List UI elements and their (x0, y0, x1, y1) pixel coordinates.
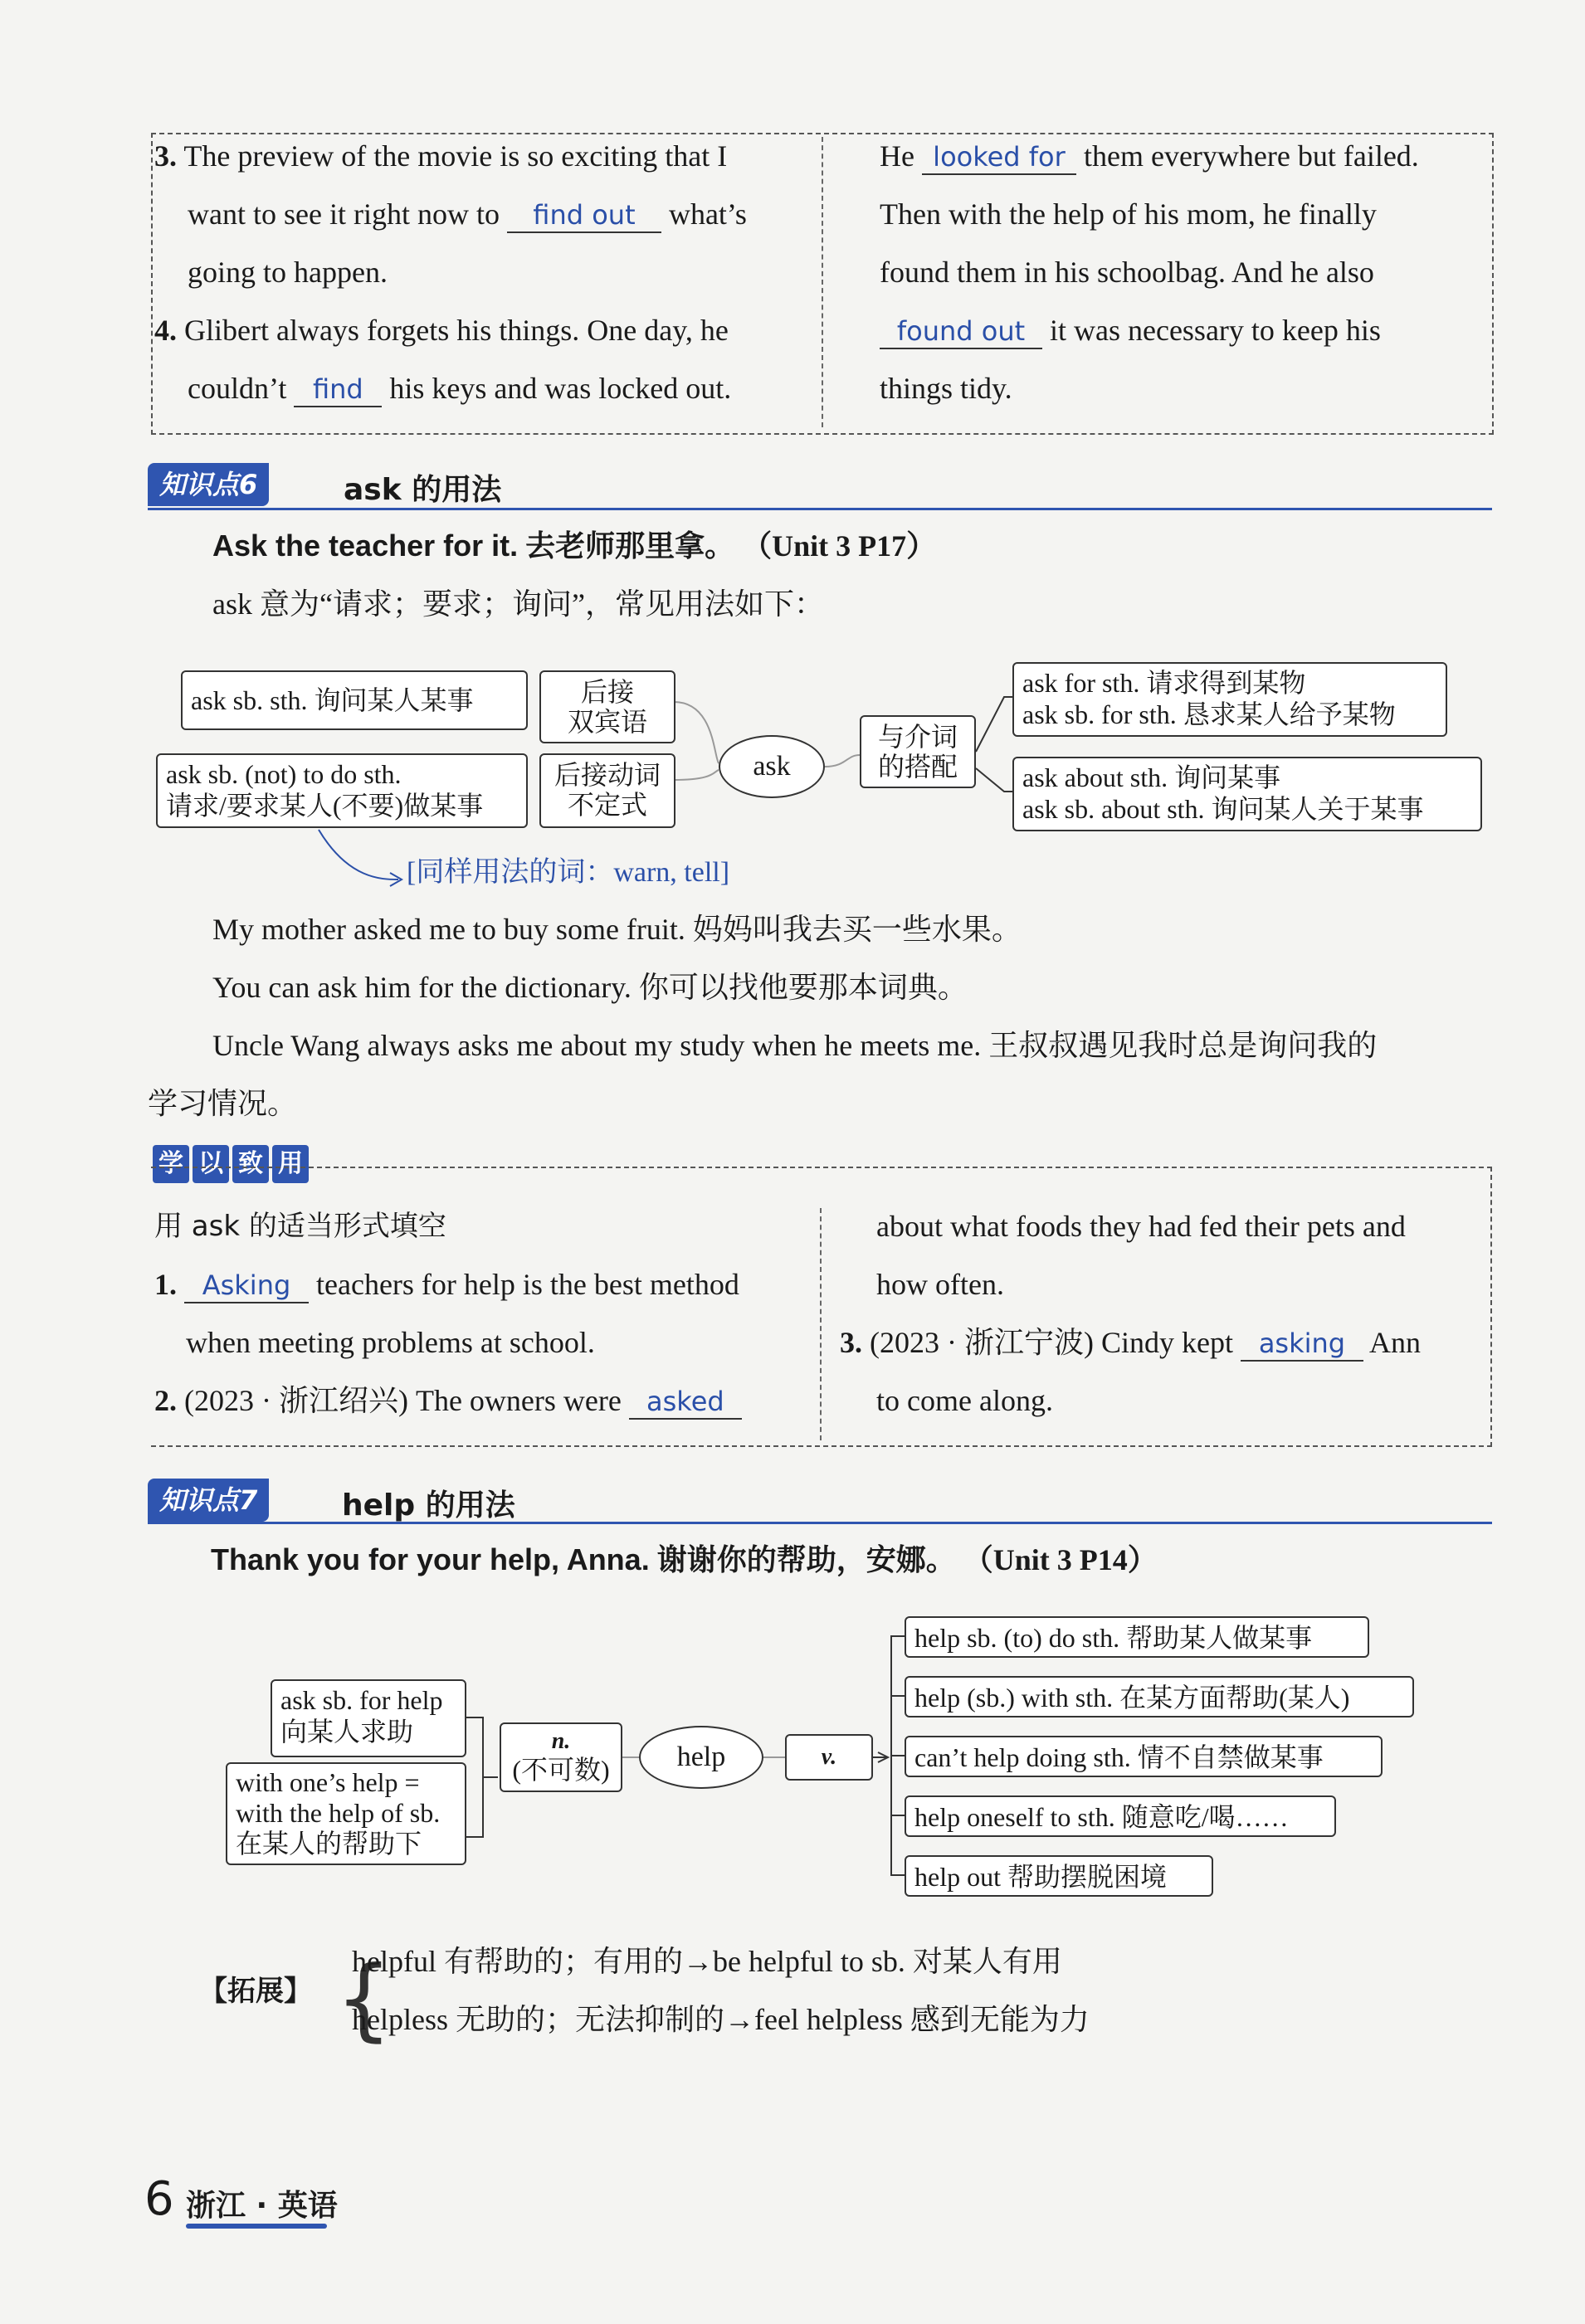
ask-right-top-line2: ask sb. for sth. 恳求某人给予某物 (1022, 699, 1396, 729)
practice-q3-text: (2023 · 浙江宁波) Cindy kept (870, 1326, 1233, 1359)
ask-right-tag-line2: 的搭配 (877, 752, 958, 782)
practice-q2-answer: asked (629, 1385, 742, 1420)
section7-badge: 知识点7 (148, 1479, 269, 1522)
ask-right-tag-line1: 与介词 (877, 722, 958, 752)
right-line5: things tidy. (880, 372, 1012, 405)
help-noun-tag-line2: (不可数) (512, 1755, 610, 1785)
practice-badge-char1: 学 (153, 1145, 189, 1183)
right-text1a: He (880, 139, 914, 173)
q3-line3: going to happen. (188, 256, 388, 289)
right-text4b: it was necessary to keep his (1050, 314, 1381, 347)
practice-q3-number: 3. (840, 1326, 862, 1359)
help-right-item-5: help out 帮助摆脱困境 (905, 1855, 1213, 1897)
extension-line-1: helpful 有帮助的；有用的→be helpful to sb. 对某人有用 (352, 1945, 1062, 1978)
ask-left-top-tag-line2: 双宾语 (567, 707, 647, 737)
section6-title: ask 的用法 (344, 473, 502, 507)
help-left-bottom-line3: 在某人的帮助下 (236, 1829, 422, 1859)
help-noun-tag (500, 1722, 622, 1792)
help-left-top-line2: 向某人求助 (280, 1717, 414, 1747)
right-answer1: looked for (922, 140, 1076, 175)
section6-example-ref: （Unit 3 P17） (742, 529, 937, 563)
help-left-bottom-line2: with the help of sb. (236, 1798, 441, 1828)
practice-q1-text1: teachers for help is the best method (316, 1268, 739, 1301)
q3-text2b: what’s (668, 197, 747, 231)
footer-label: 浙江 · 英语 (186, 2189, 338, 2223)
q4-text2b: his keys and was locked out. (389, 372, 732, 405)
ask-left-bottom-line1: ask sb. (not) to do sth. (166, 759, 402, 789)
help-left-bottom-line1: with one’s help = (236, 1767, 420, 1797)
page-number: 6 (144, 2172, 174, 2226)
q3-answer: find out (507, 198, 661, 233)
help-center-oval: help (639, 1726, 763, 1789)
practice-q3-line2: to come along. (876, 1384, 1053, 1417)
right-line2: Then with the help of his mom, he finally (880, 197, 1377, 231)
practice-q2-text: (2023 · 浙江绍兴) The owners were (184, 1384, 622, 1417)
ask-left-bottom-tag-line2: 不定式 (567, 790, 647, 820)
extension-line-2: helpless 无助的；无法抑制的→feel helpless 感到无能为力 (352, 2003, 1090, 2036)
section6-badge: 知识点6 (148, 463, 269, 506)
q4-text1: Glibert always forgets his things. One day, he (184, 314, 729, 347)
practice-q1-answer: Asking (184, 1269, 309, 1303)
right-answer2: found out (880, 314, 1042, 349)
q3-text1: The preview of the movie is so exciting that I (183, 139, 728, 173)
help-verb-tag: v. (785, 1734, 873, 1781)
help-left-top-box (271, 1679, 466, 1757)
section7-title: help 的用法 (342, 1488, 515, 1523)
practice-badge-char2: 以 (193, 1145, 229, 1183)
ask-left-top-box: ask sb. sth. 询问某人某事 (181, 670, 528, 730)
practice-instruction: 用 ask 的适当形式填空 (154, 1210, 446, 1243)
ask-right-bottom-line2: ask sb. about sth. 询问某人关于某事 (1022, 794, 1424, 824)
q3-number: 3. (154, 139, 177, 173)
help-right-item-4: help oneself to sth. 随意吃/喝…… (905, 1795, 1336, 1837)
extension-label: 【拓展】 (199, 1975, 312, 2008)
help-right-item-2: help (sb.) with sth. 在某方面帮助(某人) (905, 1676, 1414, 1717)
section6-example-3: Uncle Wang always asks me about my study when he meets me. 王叔叔遇见我时总是询问我的 (212, 1029, 1378, 1062)
help-left-bottom-box (226, 1762, 466, 1865)
help-noun-tag-line1: n. (551, 1728, 571, 1754)
practice-q3-text-b: Ann (1368, 1326, 1421, 1359)
practice-q3-answer: asking (1241, 1327, 1363, 1362)
section6-example-1: My mother asked me to buy some fruit. 妈妈叫我去买一些水果。 (212, 913, 1022, 946)
practice-q1-line2: when meeting problems at school. (186, 1326, 595, 1359)
section6-example-en: Ask the teacher for it. (212, 529, 519, 563)
section6-example-3-cont: 学习情况。 (148, 1087, 298, 1120)
right-text1b: them everywhere but failed. (1083, 139, 1419, 173)
right-line3: found them in his schoolbag. And he also (880, 256, 1374, 289)
section6-example-2: You can ask him for the dictionary. 你可以找他要那本词典。 (212, 971, 968, 1004)
q4-text2a: couldn’t (188, 372, 287, 405)
help-right-item-3: can’t help doing sth. 情不自禁做某事 (905, 1736, 1383, 1777)
help-right-item-1: help sb. (to) do sth. 帮助某人做某事 (905, 1616, 1369, 1658)
section7-example-ref: （Unit 3 P14） (963, 1543, 1158, 1576)
extension-brace: { (335, 1947, 393, 2051)
q3-text2a: want to see it right now to (188, 197, 500, 231)
ask-left-top-tag-line1: 后接 (580, 677, 634, 707)
practice-right-line1: about what foods they had fed their pets and (876, 1210, 1406, 1243)
q4-answer: find (294, 373, 382, 407)
practice-q2-number: 2. (154, 1384, 177, 1417)
section6-example-zh: 去老师那里拿。 (525, 529, 735, 563)
ask-right-bottom-line1: ask about sth. 询问某事 (1022, 762, 1281, 792)
ask-note: [同样用法的词：warn, tell] (407, 857, 730, 888)
practice-badge-char4: 用 (272, 1145, 309, 1183)
practice-badge-char3: 致 (232, 1145, 269, 1183)
q4-number: 4. (154, 314, 177, 347)
ask-left-bottom-line2: 请求/要求某人(不要)做某事 (166, 791, 484, 821)
practice-right-line2: how often. (876, 1268, 1004, 1301)
ask-left-bottom-tag-line1: 后接动词 (554, 760, 661, 790)
ask-center-oval: ask (719, 735, 825, 798)
practice-q1-number: 1. (154, 1268, 177, 1301)
ask-right-top-line1: ask for sth. 请求得到某物 (1022, 668, 1306, 698)
help-left-top-line1: ask sb. for help (280, 1685, 443, 1715)
section7-example-zh: 谢谢你的帮助，安娜。 (656, 1543, 956, 1576)
section6-intro: ask 意为“请求；要求；询问”，常见用法如下： (212, 587, 824, 621)
footer-underline (186, 2224, 327, 2229)
section7-example-en: Thank you for your help, Anna. (211, 1542, 650, 1576)
